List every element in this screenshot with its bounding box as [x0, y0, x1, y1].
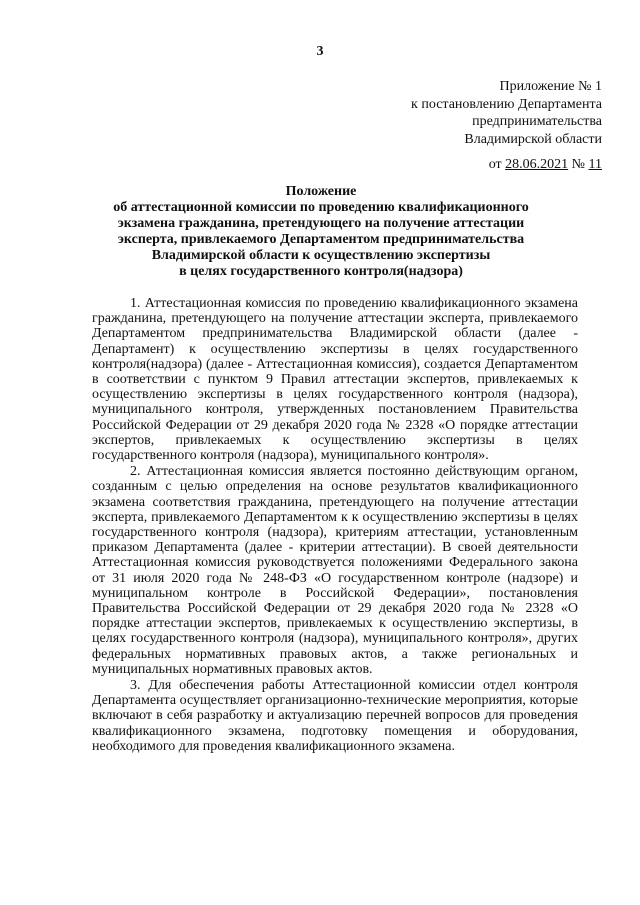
document-body: [92, 296, 578, 755]
appendix-number: 11: [588, 157, 602, 172]
title-line: об аттестационной комиссии по проведению квалификационного: [113, 200, 529, 215]
title-line: Владимирской области к осуществлению экспертизы: [151, 248, 491, 263]
paragraph-2: 2. Аттестационная комиссия является постоянно действующим органом, созданным с целью определения на основе результатов квалификационного экзамена соответствия гражданина, претендующего на получение аттестации эксперта, привлекаемого Департаментом к к осуществлению экспертизы в целях государственного контроля (надзора), критериям аттестации, установленным приказом Департамента (далее - критерии аттестации). В своей деятельности Аттестационная комиссия руководствуется положениями Федерального закона от 31 июля 2020 года № 248-ФЗ «О государственном контроле (надзоре) и муниципальном контроле в Российской Федерации», постановления Правительства Российской Федерации от 29 декабря 2020 года № 2328 «О порядке аттестации экспертов, привлекаемых к осуществлению экспертизы, в целях государственного контроля (надзора), муниципального контроля», других федеральных нормативных правовых актов, а также региональных и муниципальных нормативных правовых актов.: [92, 464, 578, 677]
title-line: экзамена гражданина, претендующего на получение аттестации: [117, 216, 525, 231]
appendix-line: Приложение № 1: [499, 79, 602, 94]
appendix-header: [411, 78, 602, 174]
appendix-line: к постановлению Департамента: [411, 96, 602, 112]
appendix-line: Владимирской области: [464, 131, 602, 147]
title-line: Положение: [285, 184, 357, 199]
date-prefix: от: [488, 157, 506, 172]
paragraph-3: 3. Для обеспечения работы Аттестационной комиссии отдел контроля Департамента осуществляет организационно-технические мероприятия, которые включают в себя разработку и актуализацию перечней вопросов для проведения квалификационного экзамена, подготовку помещения и оборудования, необходимого для проведения квалификационного экзамена.: [92, 678, 578, 754]
title-line: эксперта, привлекаемого Департаментом предпринимательства: [117, 232, 525, 247]
number-prefix: №: [568, 157, 589, 172]
paragraph-1: 1. Аттестационная комиссия по проведению квалификационного экзамена гражданина, претендующего на получение аттестации эксперта, привлекаемого Департаментом предпринимательства Владимирской области (далее - Департамент) к осуществлению экспертизы в целях государственного контроля(надзора) (далее - Аттестационная комиссия), создается Департаментом в соответствии с пунктом 9 Правил аттестации экспертов, привлекаемых к осуществлению экспертизы в целях государственного контроля (надзора), муниципального контроля, утвержденных постановлением Правительства Российской Федерации от 29 декабря 2020 года № 2328 «О порядке аттестации экспертов, привлекаемых к осуществлению экспертизы в целях государственного контроля (надзора), муниципального контроля».: [92, 296, 578, 464]
page-number: 3: [316, 44, 324, 59]
document-title: [60, 184, 582, 280]
appendix-date-line: [411, 156, 602, 174]
title-line: в целях государственного контроля(надзора): [179, 264, 463, 279]
appendix-line: предпринимательства: [472, 114, 602, 129]
appendix-date: 28.06.2021: [505, 157, 569, 172]
